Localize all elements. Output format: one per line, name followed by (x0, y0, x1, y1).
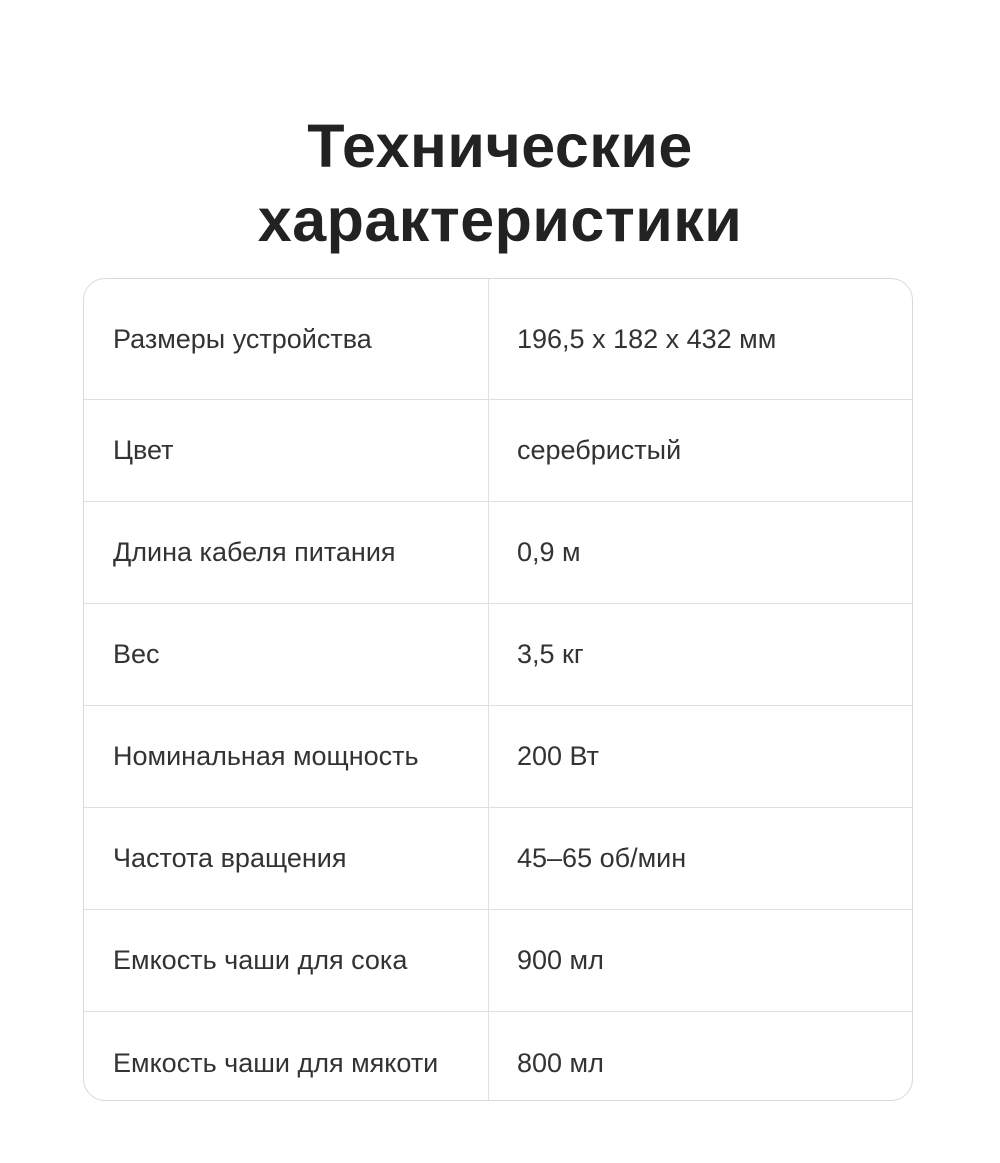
page-title (0, 109, 1000, 257)
table-row (84, 808, 912, 910)
spec-value: 196,5 x 182 x 432 мм (517, 323, 777, 354)
table-row (84, 604, 912, 706)
spec-value: 800 мл (517, 1048, 604, 1078)
spec-value: 900 мл (517, 945, 604, 975)
table-row (84, 400, 912, 502)
spec-label: Емкость чаши для мякоти (84, 1012, 489, 1101)
spec-label: Номинальная мощность (84, 706, 489, 807)
spec-value: 45–65 об/мин (517, 843, 687, 873)
page-title-line-1: Технические (307, 111, 693, 180)
spec-label: Вес (84, 604, 489, 705)
spec-table (83, 278, 913, 1101)
table-row (84, 1012, 912, 1101)
spec-label: Цвет (84, 400, 489, 501)
table-row (84, 706, 912, 808)
spec-label: Частота вращения (84, 808, 489, 909)
page-title-line-2: характеристики (257, 185, 743, 254)
spec-value: 0,9 м (517, 537, 581, 567)
spec-value: серебристый (517, 435, 682, 465)
spec-label: Размеры устройства (84, 279, 489, 399)
spec-label: Длина кабеля питания (84, 502, 489, 603)
spec-value: 200 Вт (517, 741, 600, 771)
table-row (84, 279, 912, 400)
spec-label: Емкость чаши для сока (84, 910, 489, 1011)
spec-value: 3,5 кг (517, 639, 584, 669)
table-row (84, 910, 912, 1012)
table-row (84, 502, 912, 604)
